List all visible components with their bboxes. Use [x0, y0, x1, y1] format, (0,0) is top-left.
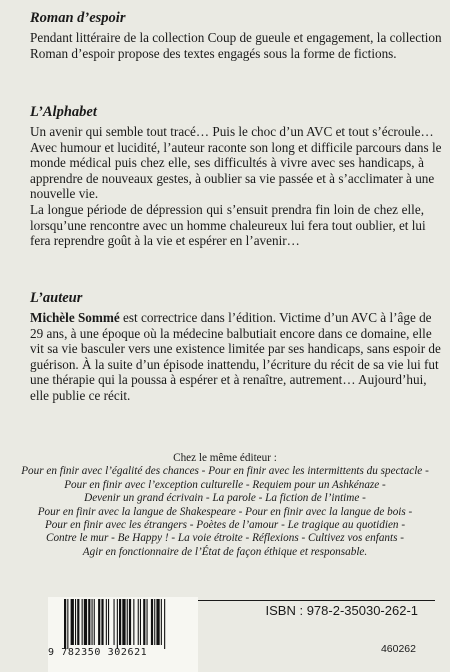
barcode-icon: [58, 597, 188, 649]
section-heading-l-auteur: L’auteur: [30, 290, 83, 306]
publisher-title-line: Devenir un grand écrivain - La parole - La fiction de l’intime -: [84, 492, 366, 505]
publisher-title-line: Agir en fonctionnaire de l’État de façon éthique et responsable.: [82, 545, 368, 558]
publisher-title-line: Pour en finir avec la langue de Shakespeare - Pour en finir avec la langue de bois -: [37, 505, 413, 518]
text-line: Roman d’espoir propose des textes engagés sous la forme de fictions.: [30, 45, 397, 61]
text-line: [30, 310, 432, 326]
text-line: Un avenir qui semble tout tracé… Puis le choc d’un AVC et tout s’écroule…: [30, 124, 434, 139]
author-name: Michèle Sommé: [30, 310, 120, 325]
text-line: Pendant littéraire de la collection Coup de gueule et engagement, la collection: [30, 30, 442, 45]
publisher-title-line: Pour en finir avec l’exception culturelle - Requiem pour un Ashkénaze -: [64, 478, 386, 491]
barcode-digits: 9 782350 302621: [48, 647, 148, 658]
text-line: guérison. À la suite d’un épisode inattendu, l’écriture du récit de sa vie lui fut: [30, 356, 439, 372]
text-line: une thérapie qui la poussa à espérer et à renaître, autrement… Aujourd’hui,: [30, 372, 427, 388]
author-bio-start: est correctrice dans l’édition. Victime d’un AVC à l’âge de: [123, 310, 432, 325]
text-line: Avec humour et lucidité, l’auteur raconte son long et difficile parcours dans le: [30, 139, 442, 155]
text-line: La longue période de dépression qui s’ensuit prendra fin loin de chez elle,: [30, 201, 424, 217]
isbn-number: ISBN : 978-2-35030-262-1: [265, 603, 418, 618]
publisher-title-line: Pour en finir avec l’égalité des chances - Pour en finir avec les intermittents du spectacle -: [21, 465, 429, 478]
text-line: apprendre de nouveaux gestes, à oublier sa vie passée et à s’acclimater à une: [30, 170, 435, 186]
same-publisher-list: [20, 452, 430, 559]
book-summary: [30, 124, 442, 249]
text-line: 29 ans, à une époque où la médecine balbutiait encore dans ce domaine, elle: [30, 325, 432, 341]
section-heading-roman-d-espoir: Roman d’espoir: [30, 10, 126, 26]
text-line: elle publie ce récit.: [30, 387, 131, 403]
text-line: nouvelle vie.: [30, 186, 99, 202]
text-line: fera reprendre goût à la vie et espérer en l’avenir…: [30, 233, 300, 249]
barcode: [48, 597, 198, 672]
text-line: vit sa vie basculer vers une existence limitée par ses handicaps, sans espoir de: [30, 341, 441, 357]
publisher-title-line: Contre le mur - Be Happy ! - La voie étroite - Réflexions - Cultivez vos enfants -: [45, 532, 404, 545]
section-heading-l-alphabet: L’Alphabet: [30, 104, 97, 120]
text-line: lorsqu’une rencontre avec un homme chaleureux lui fera tout oublier, et lui: [30, 217, 426, 233]
collection-description: [30, 30, 442, 61]
publisher-title-line: Pour en finir avec les étrangers - Poètes de l’amour - Le tragique au quotidien -: [44, 519, 406, 532]
text-line: monde médical puis chez elle, ses difficultés à vivre avec ses handicaps, à: [30, 155, 424, 171]
same-publisher-title: Chez le même éditeur :: [173, 452, 277, 464]
product-code: 460262: [380, 643, 416, 655]
author-biography: [30, 310, 441, 404]
